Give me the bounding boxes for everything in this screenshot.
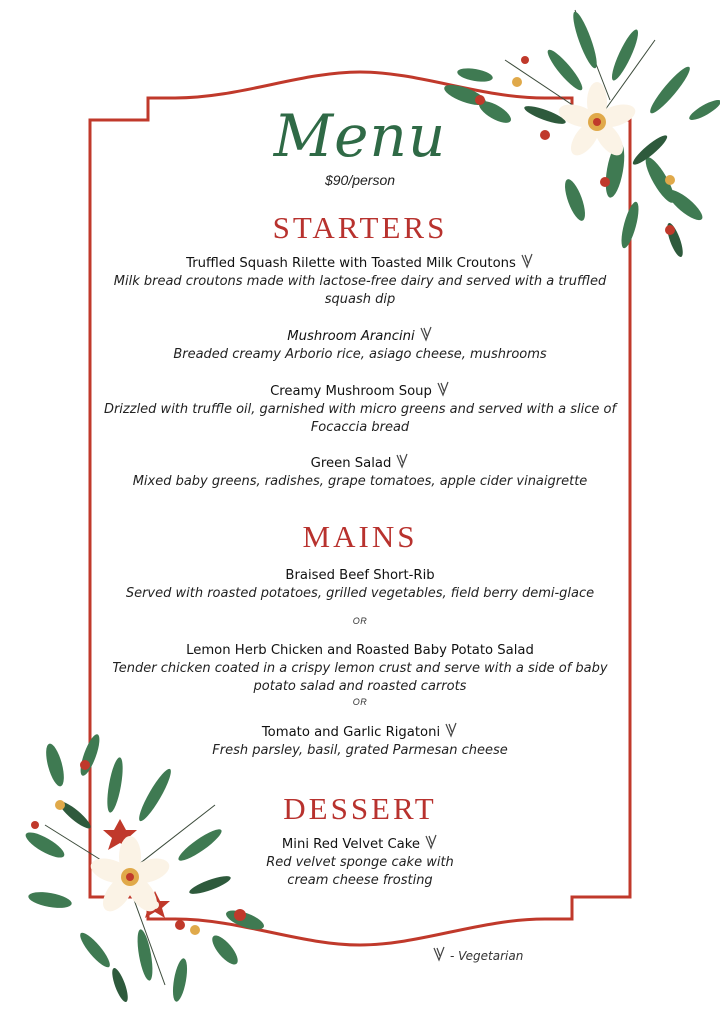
price-per-person: $90/person [324, 172, 396, 188]
item-description: Mixed baby greens, radishes, grape tomatoes, apple cider vinaigrette [132, 474, 588, 489]
item-name: Lemon Herb Chicken and Roasted Baby Potato Salad [186, 643, 534, 658]
menu-item [90, 722, 630, 760]
menu-item [90, 566, 630, 603]
section-title-starters: STARTERS [272, 210, 448, 245]
vegetarian-icon [432, 946, 446, 962]
vegetarian-icon [395, 453, 409, 469]
menu-item [250, 834, 470, 890]
menu-item [90, 641, 630, 696]
vegetarian-legend [432, 946, 523, 963]
item-description: Fresh parsley, basil, grated Parmesan cheese [212, 743, 508, 758]
menu-item [90, 326, 630, 364]
item-name: Creamy Mushroom Soup [270, 384, 432, 399]
vegetarian-icon [419, 326, 433, 342]
item-name: Truffled Squash Rilette with Toasted Milk Croutons [186, 256, 516, 271]
menu-title: Menu [273, 102, 447, 170]
or-separator: OR [352, 616, 368, 626]
vegetarian-icon [520, 253, 534, 269]
vegetarian-icon [424, 834, 438, 850]
item-name: Mushroom Arancini [287, 329, 415, 344]
item-description: Tender chicken coated in a crispy lemon crust and serve with a side of baby potato salad and roasted carrots [112, 661, 608, 694]
or-separator: OR [352, 697, 368, 707]
item-description: Breaded creamy Arborio rice, asiago cheese, mushrooms [173, 347, 547, 362]
item-name: Tomato and Garlic Rigatoni [261, 725, 441, 740]
item-name: Braised Beef Short-Rib [285, 568, 435, 583]
item-description: Served with roasted potatoes, grilled vegetables, field berry demi-glace [125, 586, 595, 601]
legend-label: - Vegetarian [450, 949, 524, 963]
item-description: Drizzled with truffle oil, garnished with micro greens and served with a slice of Focaccia bread [103, 402, 617, 435]
item-description: Milk bread croutons made with lactose-free dairy and served with a truffled squash dip [113, 274, 607, 307]
section-title-dessert: DESSERT [283, 791, 437, 826]
item-name: Green Salad [310, 456, 392, 471]
floral-bottom-left-icon [15, 725, 280, 1010]
vegetarian-icon [436, 381, 450, 397]
item-name: Mini Red Velvet Cake [281, 837, 421, 852]
menu-item [90, 381, 630, 437]
menu-item [90, 453, 630, 491]
item-description: Red velvet sponge cake with cream cheese frosting [266, 855, 454, 888]
vegetarian-icon [444, 722, 458, 738]
section-title-mains: MAINS [302, 519, 418, 554]
menu-item [90, 253, 630, 309]
